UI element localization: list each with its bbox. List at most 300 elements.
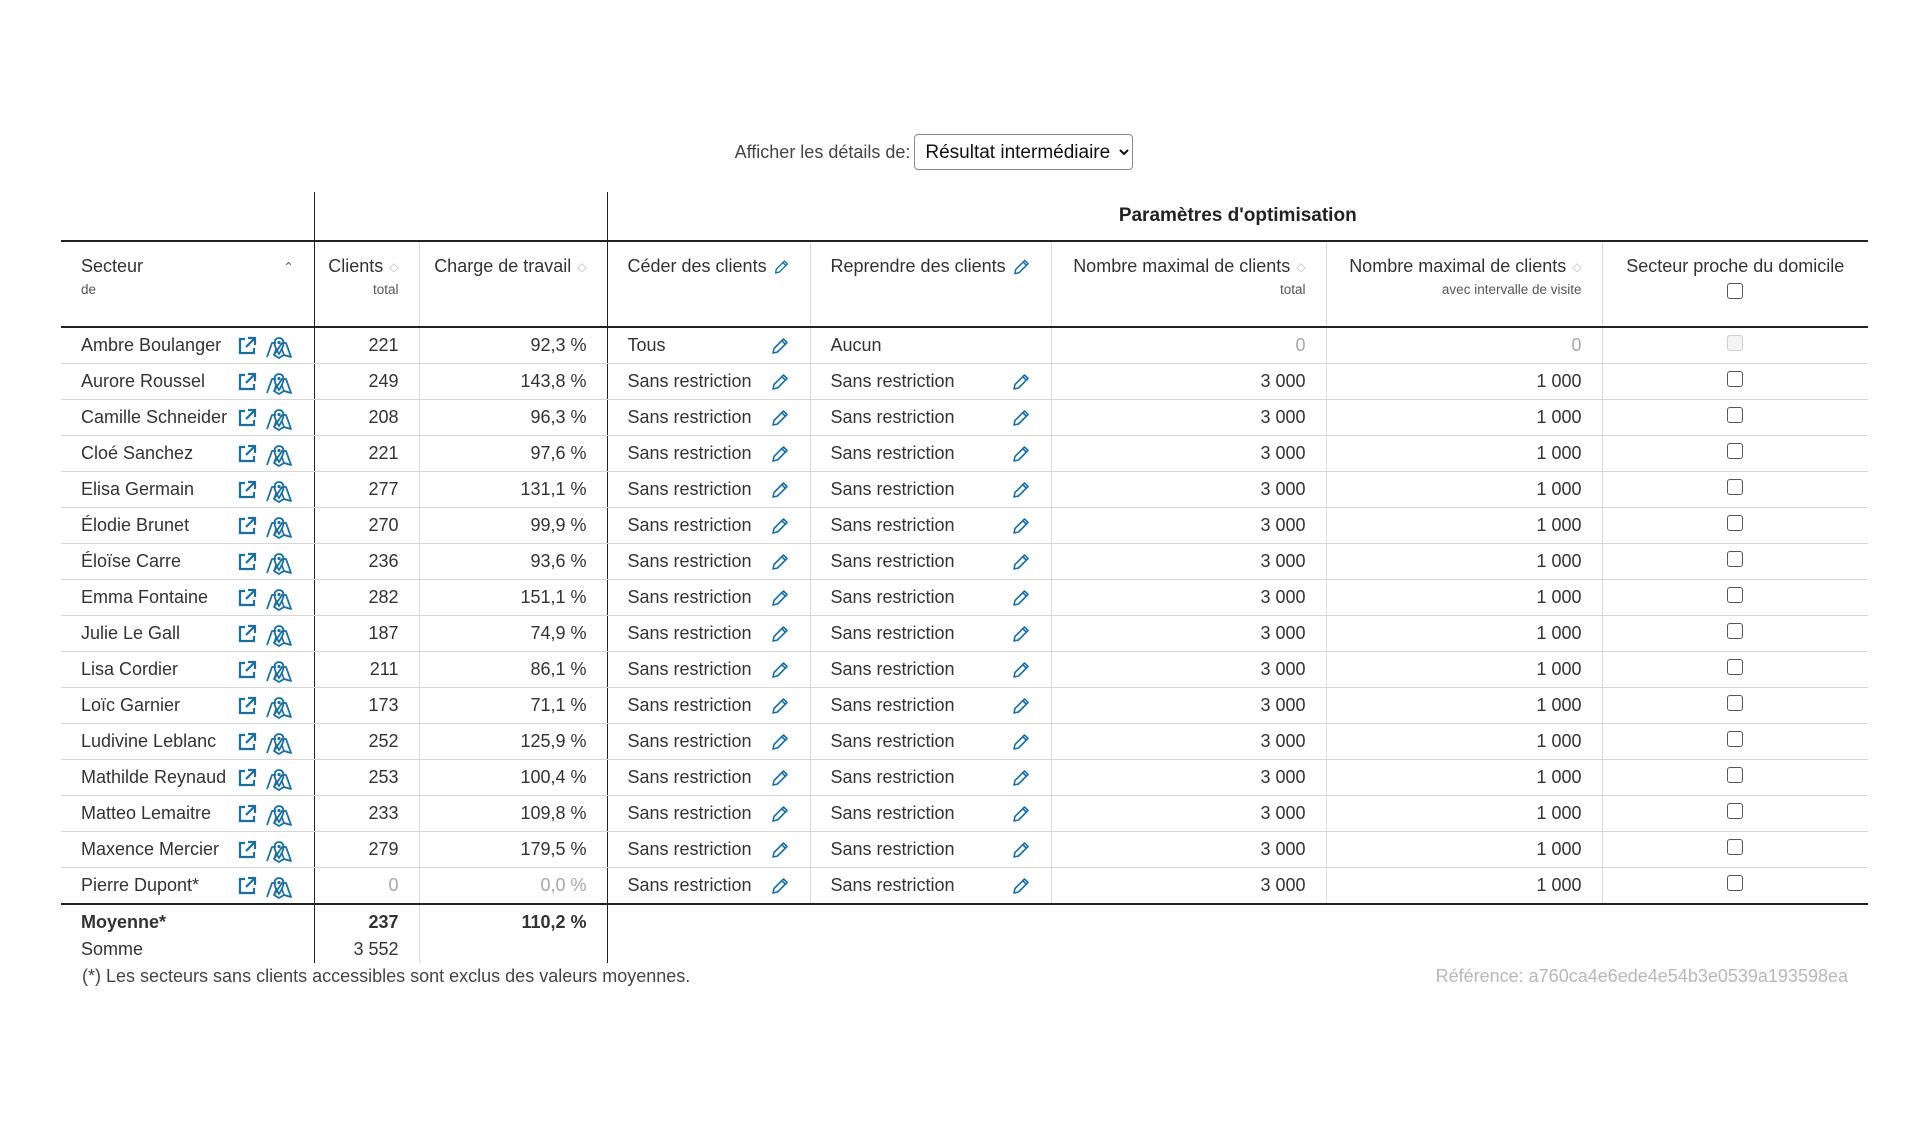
pencil-icon[interactable] [1011, 804, 1031, 824]
col-header-sector[interactable] [61, 241, 314, 327]
pencil-icon[interactable] [1011, 624, 1031, 644]
domicile-cell [1602, 327, 1868, 364]
pencil-icon[interactable] [1011, 444, 1031, 464]
average-clients: 237 [314, 904, 419, 936]
ceder-value: Sans restriction [627, 623, 752, 643]
sector-name: Pierre Dupont* [81, 875, 200, 895]
reprendre-value: Sans restriction [830, 659, 955, 679]
sum-clients: 3 552 [314, 936, 419, 963]
max-clients-total[interactable]: 3 000 [1051, 796, 1326, 832]
workload: 0,0 % [419, 868, 607, 905]
reprendre-value: Sans restriction [830, 587, 955, 607]
col-header-max-interval-sub: avec intervalle de visite [1441, 282, 1582, 297]
reprendre-cell [810, 760, 1051, 796]
col-header-max-total[interactable] [1051, 241, 1326, 327]
domicile-checkbox[interactable] [1727, 839, 1743, 855]
external-link-icon[interactable] [236, 839, 258, 861]
max-clients-interval[interactable]: 1 000 [1326, 508, 1602, 544]
max-clients-interval[interactable]: 1 000 [1326, 436, 1602, 472]
sector-cell [61, 616, 314, 652]
pencil-icon[interactable] [1011, 408, 1031, 428]
clients-total: 277 [314, 472, 419, 508]
domicile-checkbox[interactable] [1727, 515, 1743, 531]
pencil-icon[interactable] [1011, 840, 1031, 860]
max-clients-interval[interactable]: 1 000 [1326, 760, 1602, 796]
pencil-icon[interactable] [770, 336, 790, 356]
col-header-max-interval-label: Nombre maximal de clients [1349, 256, 1567, 276]
sector-name: Emma Fontaine [81, 587, 209, 607]
clients-total: 0 [314, 868, 419, 905]
domicile-cell [1602, 400, 1868, 436]
max-clients-total[interactable]: 3 000 [1051, 832, 1326, 868]
pencil-icon[interactable] [1011, 876, 1031, 896]
domicile-checkbox[interactable] [1727, 443, 1743, 459]
pencil-icon[interactable] [1011, 696, 1031, 716]
pencil-icon[interactable] [770, 552, 790, 572]
clients-total: 211 [314, 652, 419, 688]
pencil-icon[interactable] [770, 516, 790, 536]
workload: 99,9 % [419, 508, 607, 544]
map-icon[interactable] [264, 764, 294, 792]
col-header-reprendre [810, 241, 1051, 327]
max-clients-total[interactable]: 3 000 [1051, 364, 1326, 400]
col-header-domicile-label: Secteur proche du domicile [1626, 256, 1845, 276]
external-link-icon[interactable] [236, 407, 258, 429]
clients-total: 233 [314, 796, 419, 832]
clients-total: 252 [314, 724, 419, 760]
map-icon[interactable] [264, 368, 294, 396]
sector-cell [61, 436, 314, 472]
external-link-icon[interactable] [236, 623, 258, 645]
map-icon[interactable] [264, 440, 294, 468]
domicile-cell [1602, 508, 1868, 544]
col-header-sector-sub: de [81, 282, 97, 297]
table-footer [61, 904, 1868, 963]
workload: 96,3 % [419, 400, 607, 436]
max-clients-total[interactable]: 0 [1051, 327, 1326, 364]
sector-name: Maxence Mercier [81, 839, 220, 859]
max-clients-interval[interactable]: 1 000 [1326, 364, 1602, 400]
reprendre-cell [810, 327, 1051, 364]
workload: 71,1 % [419, 688, 607, 724]
clients-total: 221 [314, 327, 419, 364]
domicile-checkbox[interactable] [1727, 587, 1743, 603]
pencil-icon[interactable] [1011, 516, 1031, 536]
domicile-cell [1602, 652, 1868, 688]
max-clients-interval[interactable]: 1 000 [1326, 796, 1602, 832]
sector-cell [61, 652, 314, 688]
reprendre-cell [810, 400, 1051, 436]
col-header-max-total-label: Nombre maximal de clients [1073, 256, 1291, 276]
sector-name: Ludivine Leblanc [81, 731, 217, 751]
ceder-value: Sans restriction [627, 767, 752, 787]
map-icon[interactable] [264, 476, 294, 504]
domicile-cell [1602, 688, 1868, 724]
table-row [61, 652, 1868, 688]
workload: 86,1 % [419, 652, 607, 688]
sum-empty [419, 936, 607, 963]
table-row [61, 796, 1868, 832]
reprendre-value: Sans restriction [830, 515, 955, 535]
pencil-icon[interactable] [1011, 372, 1031, 392]
max-clients-total[interactable]: 3 000 [1051, 724, 1326, 760]
domicile-cell [1602, 580, 1868, 616]
table-row [61, 508, 1868, 544]
sector-cell [61, 544, 314, 580]
pencil-icon[interactable] [1011, 732, 1031, 752]
ceder-cell [607, 724, 810, 760]
workload: 93,6 % [419, 544, 607, 580]
max-clients-interval[interactable]: 1 000 [1326, 580, 1602, 616]
sum-label: Somme [81, 939, 144, 959]
max-clients-total[interactable]: 3 000 [1051, 760, 1326, 796]
domicile-checkbox[interactable] [1727, 479, 1743, 495]
col-header-clients-sub: total [372, 282, 399, 297]
external-link-icon[interactable] [236, 767, 258, 789]
domicile-cell [1602, 796, 1868, 832]
ceder-value: Sans restriction [627, 839, 752, 859]
max-clients-interval[interactable]: 1 000 [1326, 832, 1602, 868]
average-row [61, 904, 1868, 936]
max-clients-interval[interactable]: 1 000 [1326, 868, 1602, 905]
clients-total: 187 [314, 616, 419, 652]
sector-cell [61, 400, 314, 436]
ceder-cell [607, 580, 810, 616]
col-header-domicile [1602, 241, 1868, 327]
max-clients-interval[interactable]: 0 [1326, 327, 1602, 364]
reprendre-cell [810, 652, 1051, 688]
reprendre-value: Sans restriction [830, 731, 955, 751]
domicile-checkbox[interactable] [1727, 767, 1743, 783]
domicile-checkbox[interactable] [1727, 623, 1743, 639]
sector-name: Lisa Cordier [81, 659, 179, 679]
max-clients-interval[interactable]: 1 000 [1326, 544, 1602, 580]
workload: 74,9 % [419, 616, 607, 652]
domicile-checkbox[interactable] [1727, 803, 1743, 819]
pencil-icon[interactable] [1011, 552, 1031, 572]
ceder-cell [607, 364, 810, 400]
sector-cell [61, 580, 314, 616]
sector-cell [61, 688, 314, 724]
pencil-icon[interactable] [1011, 660, 1031, 680]
reprendre-value: Sans restriction [830, 443, 955, 463]
ceder-value: Sans restriction [627, 731, 752, 751]
ceder-cell [607, 616, 810, 652]
sectors-table [61, 192, 1868, 963]
domicile-cell [1602, 868, 1868, 905]
clients-total: 270 [314, 508, 419, 544]
sector-name: Matteo Lemaitre [81, 803, 212, 823]
map-icon[interactable] [264, 332, 294, 360]
sector-name: Éloïse Carre [81, 551, 182, 571]
pencil-icon[interactable] [770, 696, 790, 716]
column-header-row [61, 241, 1868, 327]
col-header-charge-label: Charge de travail [434, 256, 572, 276]
external-link-icon[interactable] [236, 659, 258, 681]
max-clients-total[interactable]: 3 000 [1051, 580, 1326, 616]
reprendre-value: Sans restriction [830, 551, 955, 571]
map-icon[interactable] [264, 872, 294, 900]
domicile-checkbox[interactable] [1727, 695, 1743, 711]
map-icon[interactable] [264, 404, 294, 432]
ceder-value: Sans restriction [627, 479, 752, 499]
max-clients-interval[interactable]: 1 000 [1326, 472, 1602, 508]
table-row [61, 436, 1868, 472]
reprendre-value: Sans restriction [830, 371, 955, 391]
max-clients-interval[interactable]: 1 000 [1326, 400, 1602, 436]
pencil-icon[interactable] [770, 732, 790, 752]
map-icon[interactable] [264, 584, 294, 612]
ceder-value: Sans restriction [627, 659, 752, 679]
workload: 131,1 % [419, 472, 607, 508]
table-row [61, 832, 1868, 868]
domicile-checkbox[interactable] [1727, 551, 1743, 567]
max-clients-interval[interactable]: 1 000 [1326, 688, 1602, 724]
sector-name: Loïc Garnier [81, 695, 181, 715]
reprendre-value: Sans restriction [830, 803, 955, 823]
col-header-ceder-label: Céder des clients [627, 256, 767, 276]
col-header-reprendre-label: Reprendre des clients [830, 256, 1006, 276]
sector-cell [61, 796, 314, 832]
table-row [61, 760, 1868, 796]
pencil-icon[interactable] [770, 372, 790, 392]
ceder-value: Sans restriction [627, 371, 752, 391]
average-label: Moyenne* [61, 904, 314, 936]
workload: 179,5 % [419, 832, 607, 868]
sum-row [61, 936, 1868, 963]
external-link-icon[interactable] [236, 731, 258, 753]
clients-total: 282 [314, 580, 419, 616]
reprendre-cell [810, 616, 1051, 652]
pencil-icon[interactable] [770, 444, 790, 464]
table-body [61, 327, 1868, 904]
ceder-value: Sans restriction [627, 803, 752, 823]
domicile-cell [1602, 436, 1868, 472]
pencil-icon[interactable] [1011, 768, 1031, 788]
external-link-icon[interactable] [236, 695, 258, 717]
ceder-cell [607, 472, 810, 508]
domicile-checkbox[interactable] [1727, 371, 1743, 387]
max-clients-interval[interactable]: 1 000 [1326, 652, 1602, 688]
pencil-icon[interactable] [770, 480, 790, 500]
footnote: (*) Les secteurs sans clients accessibles sont exclus des valeurs moyennes. [82, 966, 691, 986]
map-icon[interactable] [264, 800, 294, 828]
max-clients-total[interactable]: 3 000 [1051, 400, 1326, 436]
sector-name: Camille Schneider [81, 407, 228, 427]
external-link-icon[interactable] [236, 479, 258, 501]
clients-total: 208 [314, 400, 419, 436]
clients-total: 236 [314, 544, 419, 580]
pencil-icon[interactable] [770, 840, 790, 860]
map-icon[interactable] [264, 656, 294, 684]
workload: 143,8 % [419, 364, 607, 400]
col-header-ceder [607, 241, 810, 327]
sector-cell [61, 508, 314, 544]
ceder-cell [607, 652, 810, 688]
sort-asc-icon[interactable]: ⌃ [283, 259, 294, 274]
sectors-table-wrapper [61, 192, 1868, 963]
table-row [61, 472, 1868, 508]
max-clients-total[interactable]: 3 000 [1051, 688, 1326, 724]
sort-icon[interactable]: ◇ [577, 259, 587, 274]
clients-total: 173 [314, 688, 419, 724]
table-row [61, 580, 1868, 616]
sector-cell [61, 724, 314, 760]
ceder-cell [607, 400, 810, 436]
table-row [61, 868, 1868, 905]
external-link-icon[interactable] [236, 551, 258, 573]
workload: 97,6 % [419, 436, 607, 472]
group-header-empty-2 [314, 192, 607, 241]
max-clients-total[interactable]: 3 000 [1051, 436, 1326, 472]
reprendre-value: Aucun [830, 335, 882, 355]
table-row [61, 724, 1868, 760]
pencil-icon[interactable] [770, 768, 790, 788]
sector-cell [61, 868, 314, 905]
max-clients-interval[interactable]: 1 000 [1326, 724, 1602, 760]
table-row [61, 327, 1868, 364]
domicile-cell [1602, 616, 1868, 652]
domicile-cell [1602, 544, 1868, 580]
domicile-cell [1602, 724, 1868, 760]
pencil-icon[interactable] [770, 876, 790, 896]
average-charge: 110,2 % [419, 904, 607, 936]
max-clients-total[interactable]: 3 000 [1051, 472, 1326, 508]
external-link-icon[interactable] [236, 875, 258, 897]
reprendre-value: Sans restriction [830, 695, 955, 715]
pencil-icon[interactable] [1012, 257, 1031, 277]
max-clients-total[interactable]: 3 000 [1051, 508, 1326, 544]
map-icon[interactable] [264, 512, 294, 540]
map-icon[interactable] [264, 836, 294, 864]
workload: 125,9 % [419, 724, 607, 760]
col-header-sector-label: Secteur [81, 256, 144, 276]
pencil-icon[interactable] [1011, 588, 1031, 608]
group-header-empty [61, 192, 314, 241]
sort-icon[interactable]: ◇ [1296, 259, 1306, 274]
reference-id: Référence: a760ca4e6ede4e54b3e0539a193598ea [1435, 966, 1848, 986]
workload: 109,8 % [419, 796, 607, 832]
table-row [61, 364, 1868, 400]
reprendre-cell [810, 868, 1051, 905]
sort-icon[interactable]: ◇ [389, 259, 399, 274]
external-link-icon[interactable] [236, 335, 258, 357]
reprendre-cell [810, 364, 1051, 400]
pencil-icon[interactable] [770, 624, 790, 644]
map-icon[interactable] [264, 620, 294, 648]
max-clients-interval[interactable]: 1 000 [1326, 616, 1602, 652]
reprendre-cell [810, 580, 1051, 616]
reprendre-value: Sans restriction [830, 407, 955, 427]
sector-name: Ambre Boulanger [81, 335, 222, 355]
ceder-cell [607, 688, 810, 724]
optimization-params-header: Paramètres d'optimisation [607, 192, 1868, 241]
workload: 92,3 % [419, 327, 607, 364]
select-all-domicile-checkbox[interactable] [1727, 283, 1743, 299]
col-header-charge[interactable] [419, 241, 607, 327]
col-header-clients[interactable] [314, 241, 419, 327]
average-empty [607, 904, 1868, 936]
reprendre-cell [810, 508, 1051, 544]
ceder-value: Sans restriction [627, 515, 752, 535]
map-icon[interactable] [264, 728, 294, 756]
external-link-icon[interactable] [236, 371, 258, 393]
details-select[interactable] [914, 134, 1133, 170]
reprendre-value: Sans restriction [830, 839, 955, 859]
pencil-icon[interactable] [770, 804, 790, 824]
workload: 151,1 % [419, 580, 607, 616]
reprendre-value: Sans restriction [830, 479, 955, 499]
table-row [61, 400, 1868, 436]
pencil-icon[interactable] [770, 408, 790, 428]
sector-name: Julie Le Gall [81, 623, 181, 643]
reprendre-cell [810, 436, 1051, 472]
domicile-cell [1602, 760, 1868, 796]
clients-total: 221 [314, 436, 419, 472]
reprendre-value: Sans restriction [830, 875, 955, 895]
pencil-icon[interactable] [1011, 480, 1031, 500]
max-clients-total[interactable]: 3 000 [1051, 868, 1326, 905]
sector-cell [61, 364, 314, 400]
reprendre-value: Sans restriction [830, 623, 955, 643]
table-row [61, 544, 1868, 580]
domicile-checkbox [1727, 335, 1743, 351]
map-icon[interactable] [264, 692, 294, 720]
max-clients-total[interactable]: 3 000 [1051, 652, 1326, 688]
ceder-cell [607, 327, 810, 364]
col-header-max-interval[interactable] [1326, 241, 1602, 327]
pencil-icon[interactable] [770, 588, 790, 608]
ceder-cell [607, 832, 810, 868]
max-clients-total[interactable]: 3 000 [1051, 616, 1326, 652]
pencil-icon[interactable] [773, 257, 790, 277]
col-header-clients-label: Clients [328, 256, 384, 276]
external-link-icon[interactable] [236, 803, 258, 825]
clients-total: 249 [314, 364, 419, 400]
domicile-cell [1602, 364, 1868, 400]
external-link-icon[interactable] [236, 443, 258, 465]
reprendre-value: Sans restriction [830, 767, 955, 787]
ceder-value: Sans restriction [627, 587, 752, 607]
ceder-value: Sans restriction [627, 443, 752, 463]
reprendre-cell [810, 796, 1051, 832]
domicile-checkbox[interactable] [1727, 407, 1743, 423]
reprendre-cell [810, 832, 1051, 868]
ceder-cell [607, 544, 810, 580]
map-icon[interactable] [264, 548, 294, 576]
sector-cell [61, 832, 314, 868]
reprendre-cell [810, 724, 1051, 760]
sort-icon[interactable]: ◇ [1572, 259, 1582, 274]
sector-cell [61, 760, 314, 796]
sector-name: Aurore Roussel [81, 371, 206, 391]
reprendre-cell [810, 472, 1051, 508]
domicile-checkbox[interactable] [1727, 875, 1743, 891]
external-link-icon[interactable] [236, 515, 258, 537]
domicile-checkbox[interactable] [1727, 659, 1743, 675]
domicile-checkbox[interactable] [1727, 731, 1743, 747]
external-link-icon[interactable] [236, 587, 258, 609]
ceder-value: Sans restriction [627, 875, 752, 895]
max-clients-total[interactable]: 3 000 [1051, 544, 1326, 580]
sector-name: Elisa Germain [81, 479, 195, 499]
ceder-value: Tous [627, 335, 666, 355]
sector-cell [61, 472, 314, 508]
ceder-cell [607, 796, 810, 832]
table-row [61, 616, 1868, 652]
pencil-icon[interactable] [770, 660, 790, 680]
reprendre-cell [810, 688, 1051, 724]
